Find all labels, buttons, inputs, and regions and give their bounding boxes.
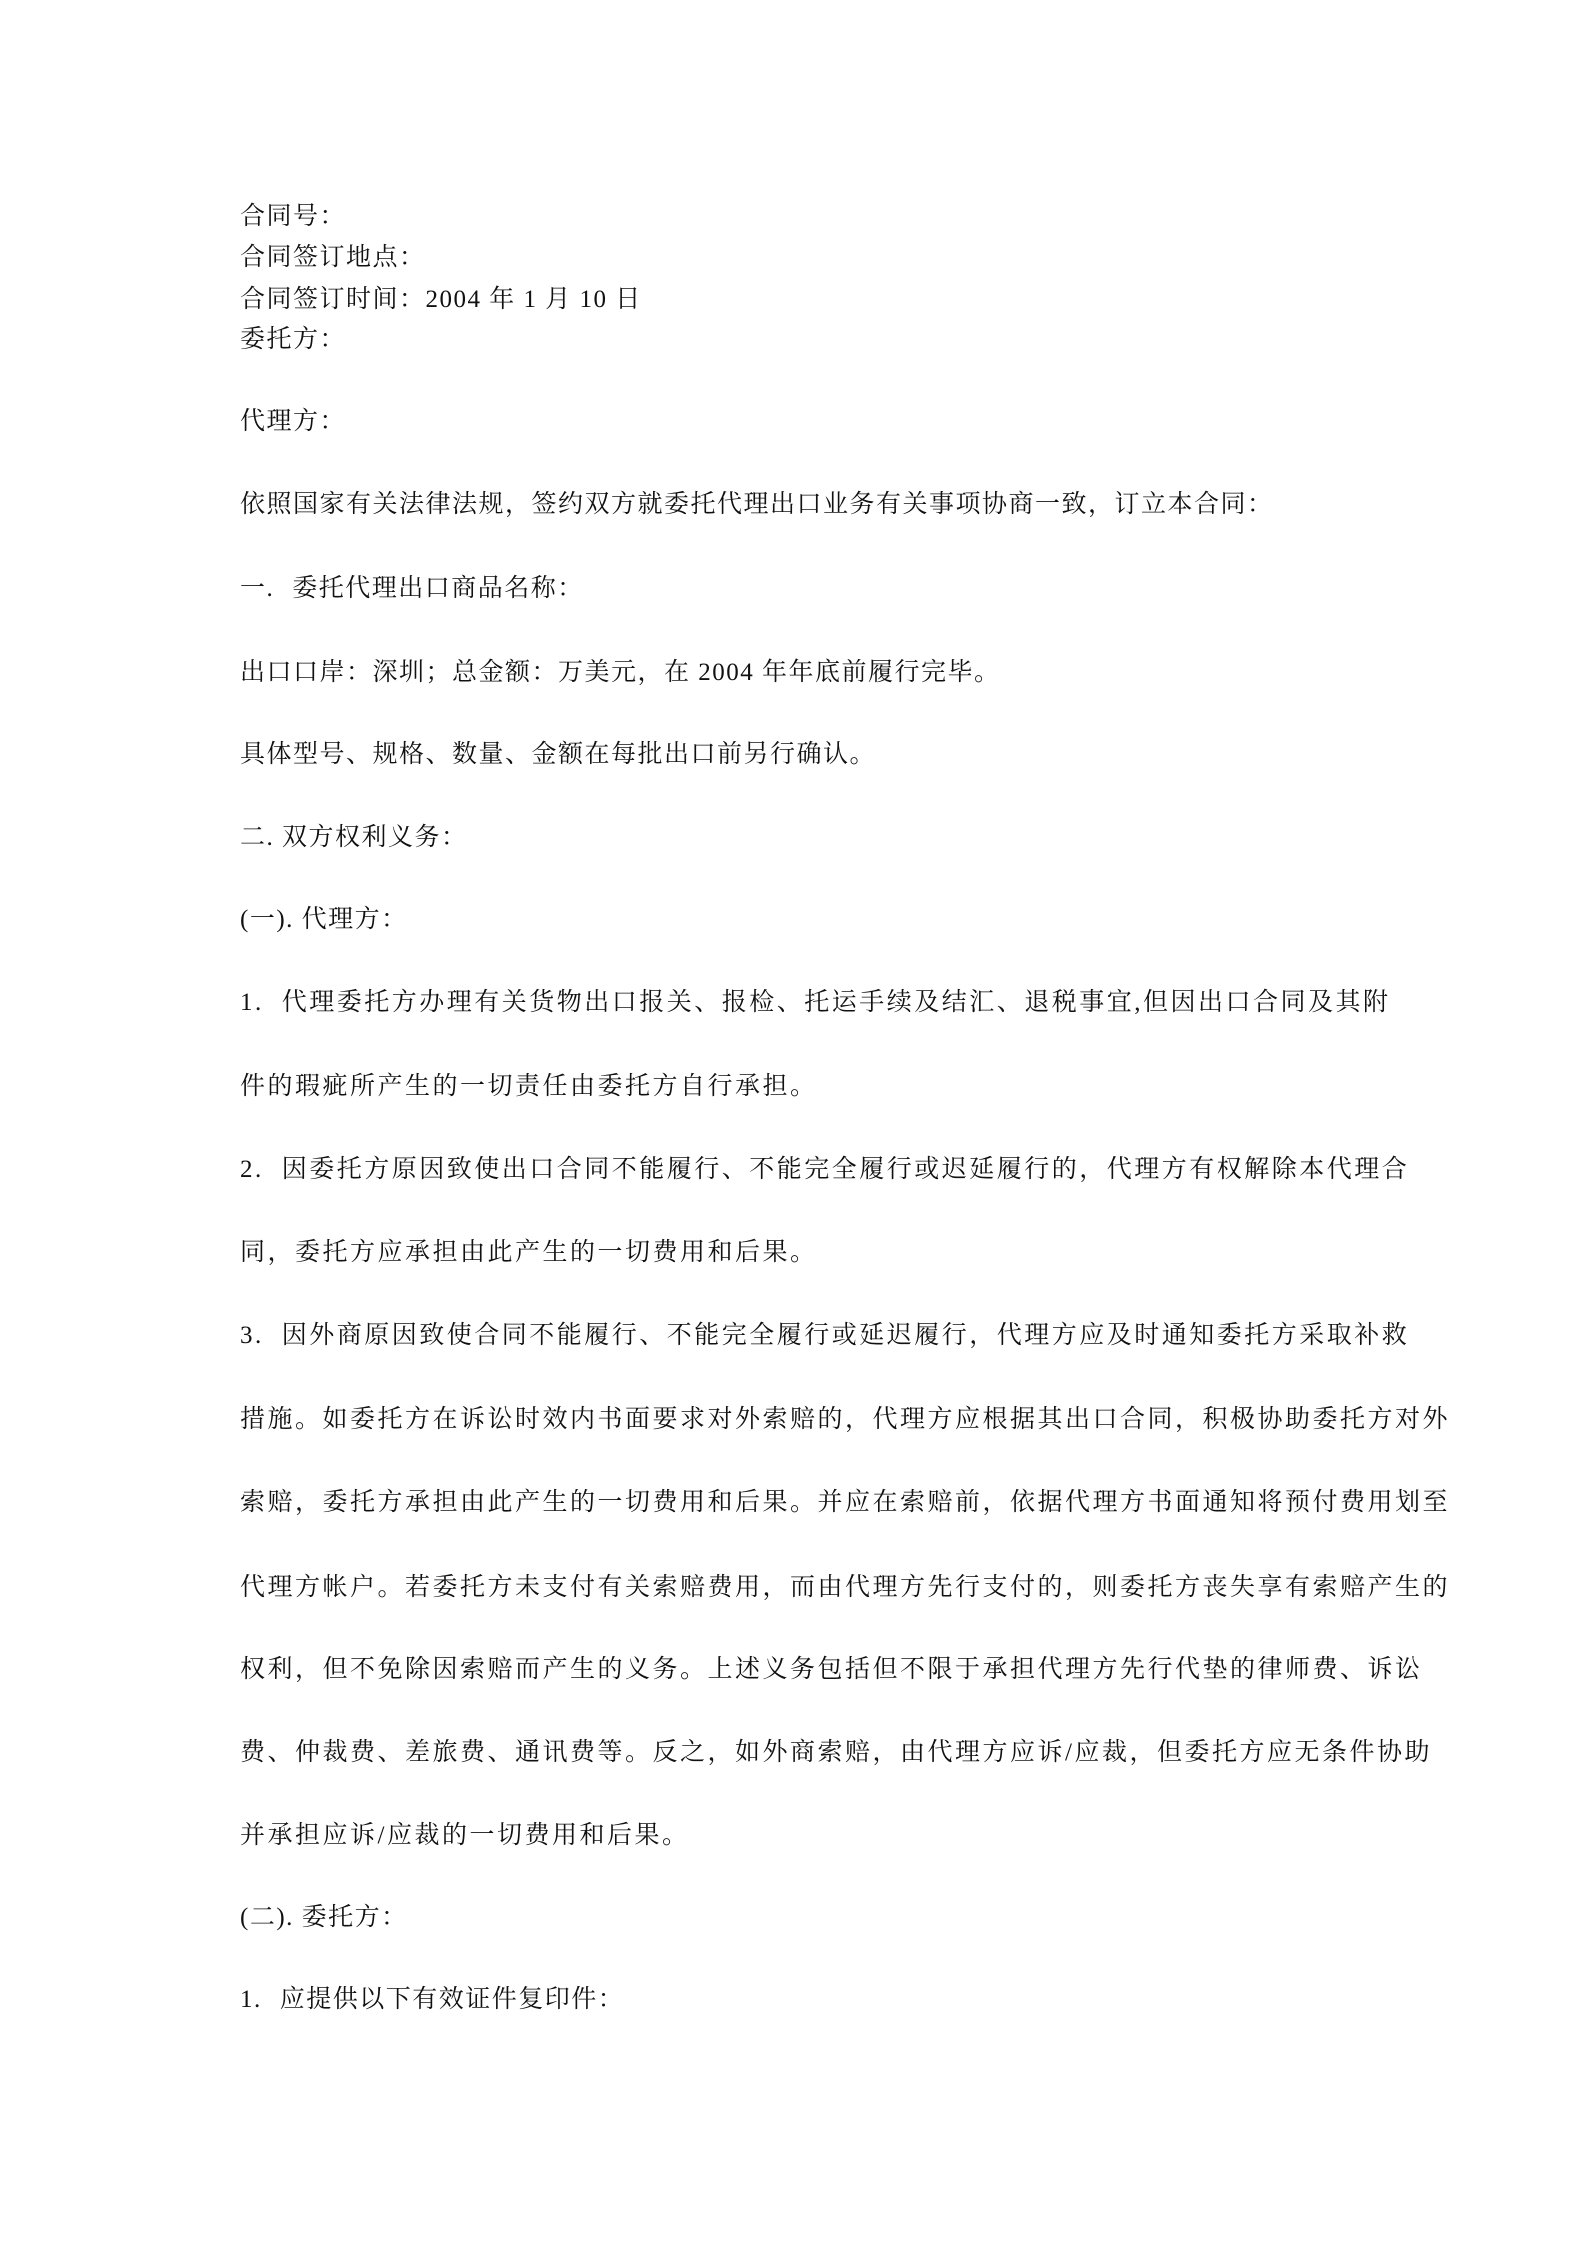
signing-place-field [240, 238, 426, 278]
signing-time-field [240, 280, 642, 320]
principal-item-1-number: 1. [240, 1986, 262, 2013]
principal-item-1-text: 应提供以下有效证件复印件： [279, 1986, 625, 2013]
agent-item-1-text: 代理委托方办理有关货物出口报关、报检、托运手续及结汇、退税事宜,但因出口合同及其附 [281, 989, 1391, 1016]
agent-item-3-line-6: 费、仲裁费、差旅费、通讯费等。反之，如外商索赔，由代理方应诉/应裁，但委托方应无条件协助 [240, 1739, 1432, 1766]
contract-number-field [240, 197, 346, 237]
principal-label: 委托方： [240, 326, 347, 353]
agent-subsection-heading: (一). 代理方： [240, 906, 408, 933]
agent-item-1-number: 1. [240, 989, 264, 1016]
signing-time-label: 合同签订时间： [240, 286, 426, 313]
principal-field [240, 320, 346, 360]
agent-item-2-text: 因委托方原因致使出口合同不能履行、不能完全履行或迟延履行的，代理方有权解除本代理合 [281, 1156, 1410, 1183]
export-port-line: 出口口岸：深圳；总金额：万美元，在 2004 年年底前履行完毕。 [240, 659, 1001, 686]
principal-subsection-heading: (二). 委托方： [240, 1904, 408, 1931]
section-1-title: 委托代理出口商品名称： [292, 575, 584, 602]
agent-label: 代理方： [240, 408, 347, 435]
agent-item-3-line-2: 措施。如委托方在诉讼时效内书面要求对外索赔的，代理方应根据其出口合同，积极协助委托方对外 [240, 1406, 1451, 1433]
contract-number-label: 合同号： [240, 203, 347, 230]
agent-item-3-line-7: 并承担应诉/应裁的一切费用和后果。 [240, 1822, 690, 1849]
signing-place-label: 合同签订地点： [240, 244, 426, 271]
agent-item-3-text: 因外商原因致使合同不能履行、不能完全履行或延迟履行，代理方应及时通知委托方采取补救 [281, 1322, 1410, 1349]
agent-item-3-line-5: 权利，但不免除因索赔而产生的义务。上述义务包括但不限于承担代理方先行代垫的律师费、诉讼 [240, 1656, 1423, 1683]
agent-field [240, 402, 346, 442]
agent-item-3-number: 3. [240, 1322, 264, 1349]
agent-item-2-number: 2. [240, 1156, 264, 1183]
section-1-number: 一. [240, 575, 275, 602]
agent-item-3-line-4: 代理方帐户。若委托方未支付有关索赔费用，而由代理方先行支付的，则委托方丧失享有索赔产生的 [240, 1574, 1451, 1601]
section-1-heading [240, 569, 584, 609]
section-2-heading: 二. 双方权利义务： [240, 824, 468, 851]
agent-item-2-line-2: 同，委托方应承担由此产生的一切费用和后果。 [240, 1239, 818, 1266]
agent-item-2-line-1 [240, 1150, 1409, 1190]
agent-item-1-line-2: 件的瑕疵所产生的一切责任由委托方自行承担。 [240, 1073, 818, 1100]
agent-item-1-line-1 [240, 983, 1391, 1023]
signing-time-value: 2004 年 1 月 10 日 [425, 286, 642, 313]
agent-item-3-line-1 [240, 1316, 1409, 1356]
principal-item-1 [240, 1980, 624, 2020]
detail-confirmation-line: 具体型号、规格、数量、金额在每批出口前另行确认。 [240, 741, 877, 768]
preamble: 依照国家有关法律法规，签约双方就委托代理出口业务有关事项协商一致，订立本合同： [240, 491, 1274, 518]
agent-item-3-line-3: 索赔，委托方承担由此产生的一切费用和后果。并应在索赔前，依据代理方书面通知将预付费用划至 [240, 1489, 1451, 1516]
